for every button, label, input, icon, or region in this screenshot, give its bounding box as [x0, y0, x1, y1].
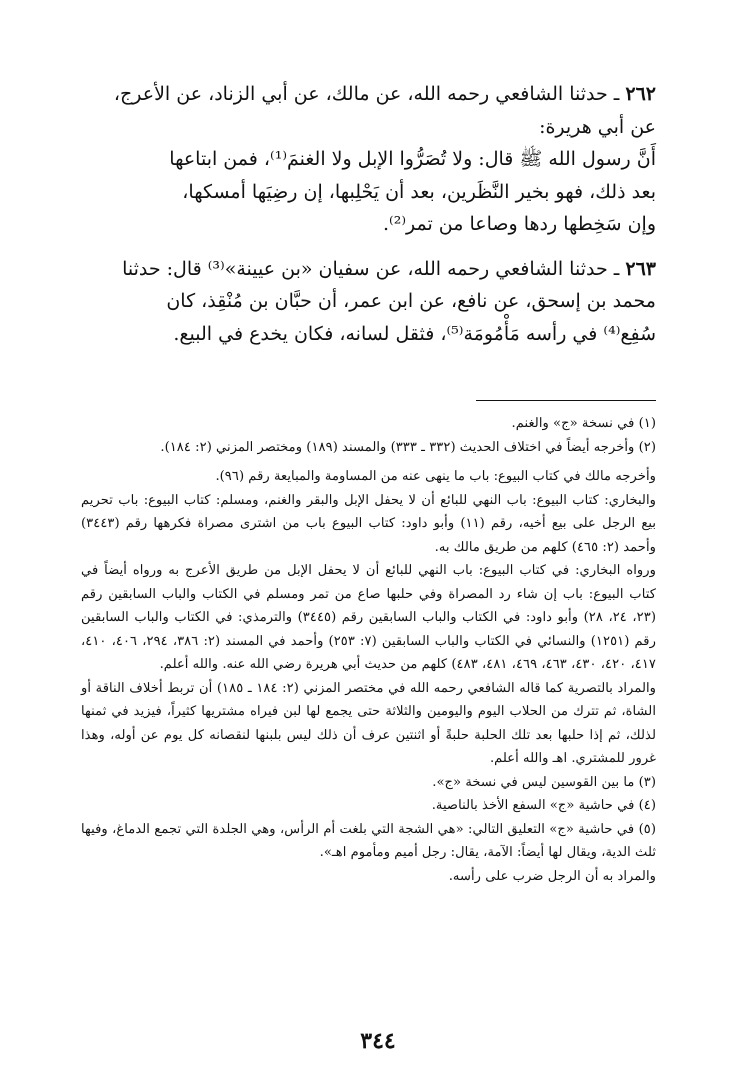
hadith-line: أَنَّ رسول الله ﷺ قال: ولا تُصَرُّوا الإبل ولا الغنمَ⁽¹⁾، فمن ابتاعها: [169, 148, 656, 170]
hadith-number: ٢٦٣: [625, 257, 656, 280]
hadith-line: سُفِع⁽⁴⁾ في رأسه مَأْمُومَة⁽⁵⁾، فثقل لسانه، فكان يخدع في البيع.: [173, 322, 656, 345]
footnote-5-cont: والمراد به أن الرجل ضرب على رأسه.: [448, 868, 656, 884]
hadith-line: ٢٦٢ ـ حدثنا الشافعي رحمه الله، عن مالك، عن أبي الزناد، عن الأعرج،: [113, 83, 656, 105]
hadith-text: حدثنا الشافعي رحمه الله، عن مالك، عن أبي الزناد، عن الأعرج،: [113, 83, 608, 105]
hadith-line: بعد ذلك، فهو بخير النَّظَرين، بعد أن يَحْلِبها، إن رضِيَها أمسكها،: [182, 180, 656, 203]
footnote-2: (٢) وأخرجه أيضاً في اختلاف الحديث (٣٣٢ ـ ٣٣٣) والمسند (١٨٩) ومختصر المزني (٢: ١٨٤).: [160, 439, 656, 455]
main-text: [81, 78, 656, 362]
footnote-2-cont: والبخاري: كتاب البيوع: باب النهي للبائع أن لا يحفل الإبل والبقر والغنم، ومسلم: كتاب البيوع: باب تحريم بيع الرجل على بيع أخيه، رقم (١١) وأبو داود: كتاب البيوع باب من اشترى مصراة فكرهها رقم (٣٤٤٣) وأحمد (٢: ٤٦٥) كلهم من طريق مالك به.: [81, 492, 657, 555]
hadith-line: محمد بن إسحق، عن نافع، عن ابن عمر، أن حبَّان بن مُنْقِذ، كان: [166, 290, 656, 312]
hadith-line: وإن سَخِطها ردها وصاعا من تمر⁽²⁾.: [383, 213, 656, 235]
footnote-5: (٥) في حاشية «ج» التعليق التالي: «هي الشجة التي بلغت أم الرأس، وهي الجلدة التي تجمع الدماغ، وفيها ثلث الدية، ويقال لها أيضاً: الآمة، يقال: رجل أميم ومأموم اهـ».: [81, 821, 656, 860]
hadith-263: [81, 253, 656, 351]
footnote-2-cont: وأخرجه مالك في كتاب البيوع: باب ما ينهى عنه من المساومة والمبايعة رقم (٩٦).: [215, 469, 656, 484]
footnote-4: (٤) في حاشية «ج» السفع الأخذ بالناصية.: [431, 798, 656, 813]
footnotes: [81, 412, 656, 888]
hadith-number: ٢٦٢: [625, 83, 656, 105]
footnote-2-cont: والمراد بالتصرية كما قاله الشافعي رحمه الله في مختصر المزني (٢: ١٨٤ ـ ١٨٥) أن تربط أخلاف الناقة أو الشاة، ثم تترك من الحلاب اليوم واليومين والثلاثة حتى يجمع لها لبن فيراه مشتريها كثيراً، فيزيد في ثمنها لذلك، ثم إذا حلبها بعد تلك الحلبة حلبةً أو اثنتين عرف أن ذلك ليس بلبنها لنقصانه كل يوم عن أوله، وهذا غرور للمشتري. اهـ والله أعلم.: [81, 680, 656, 766]
footnote-separator: [476, 400, 656, 401]
hadith-line: ٢٦٣ ـ حدثنا الشافعي رحمه الله، عن سفيان «بن عيينة»⁽³⁾ قال: حدثنا: [122, 257, 656, 280]
footnote-3: (٣) ما بين القوسين ليس في نسخة «ج».: [432, 774, 656, 790]
footnote-2-cont: ورواه البخاري: في كتاب البيوع: باب النهي للبائع أن لا يحفل الإبل من طريق الأعرج به ورواه أيضاً في كتاب البيوع: باب إن شاء رد المصراة وفي حلبها صاع من تمر ومسلم في الكتاب والباب السابقين رقم (٢٣، ٢٤، ٢٨) وأبو داود: في الكتاب والباب السابقين رقم (٣٤٤٥) والترمذي: في الكتاب والباب السابقين رقم (١٢٥١) والنسائي في الكتاب والباب السابقين (٧: ٢٥٣) وأحمد في المسند (٢: ٣٨٦، ٢٩٤، ٤٠٦، ٤١٠، ٤١٧، ٤٢٠، ٤٣٠، ٤٦٣، ٤٦٩، ٤٨١، ٤٨٣) كلهم من حديث أبي هريرة رضي الله عنه. والله أعلم.: [81, 563, 656, 672]
footnote-1: (١) في نسخة «ج» والغنم.: [511, 416, 656, 431]
hadith-text: حدثنا الشافعي رحمه الله، عن سفيان «بن عيينة»⁽³⁾ قال: حدثنا: [122, 257, 608, 280]
page-number: ٣٤٤: [360, 1028, 396, 1054]
hadith-line: عن أبي هريرة:: [539, 115, 656, 138]
hadith-262: [81, 78, 656, 241]
